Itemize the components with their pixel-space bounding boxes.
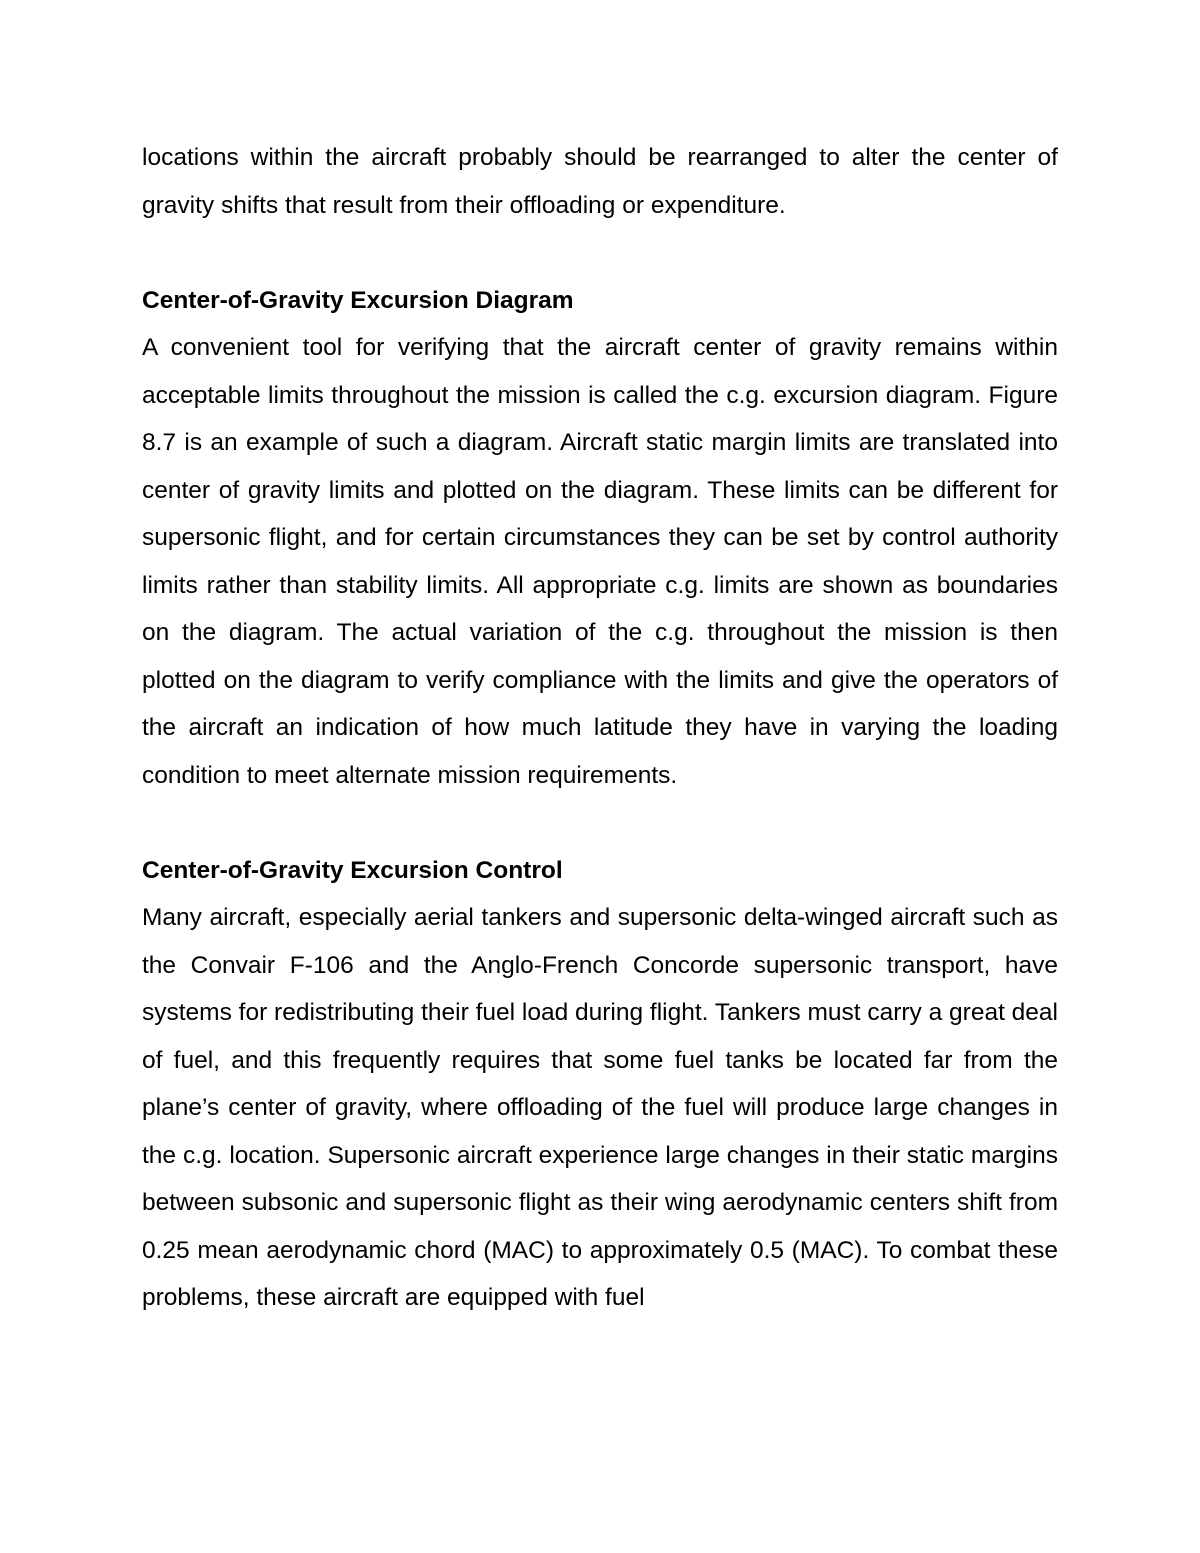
section-heading-excursion-control: Center-of-Gravity Excursion Control [142,856,563,884]
paragraph-spacer [142,229,1058,277]
intro-paragraph: locations within the aircraft probably should be rearranged to alter the center of gravity shifts that result from their offloading or expenditure. [142,144,1058,219]
paragraph-spacer [142,799,1058,847]
section-body-excursion-control: Many aircraft, especially aerial tankers and supersonic delta-winged aircraft such as the Convair F-106 and the Anglo-French Concorde supersonic transport, have systems for redistributing their fuel load during flight. Tankers must carry a great deal of fuel, and this frequently requires that some fuel tanks be located far from the plane’s center of gravity, where offloading of the fuel will produce large changes in the c.g. location. Supersonic aircraft experience large changes in their static margins between subsonic and supersonic flight as their wing aerodynamic centers shift from 0.25 mean aerodynamic chord (MAC) to approximately 0.5 (MAC). To combat these problems, these aircraft are equipped with fuel [142,904,1058,1311]
document-body [142,134,1058,1322]
section-heading-excursion-diagram: Center-of-Gravity Excursion Diagram [142,286,574,314]
section-body-excursion-diagram: A convenient tool for verifying that the aircraft center of gravity remains within acceptable limits throughout the mission is called the c.g. excursion diagram. Figure 8.7 is an example of such a diagram. Aircraft static margin limits are translated into center of gravity limits and plotted on the diagram. These limits can be different for supersonic flight, and for certain circumstances they can be set by control authority limits rather than stability limits. All appropriate c.g. limits are shown as boundaries on the diagram. The actual variation of the c.g. throughout the mission is then plotted on the diagram to verify compliance with the limits and give the operators of the aircraft an indication of how much latitude they have in varying the loading condition to meet alternate mission requirements. [142,334,1058,789]
